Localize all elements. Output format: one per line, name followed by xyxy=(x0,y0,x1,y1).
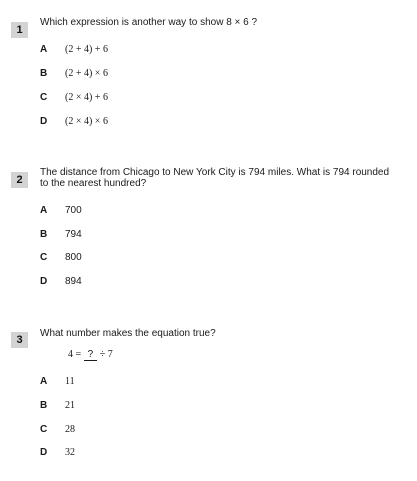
option-text: 800 xyxy=(65,252,82,263)
option-letter: B xyxy=(40,229,48,240)
option-letter: C xyxy=(40,92,48,103)
option-letter: B xyxy=(40,68,48,79)
option-letter: A xyxy=(40,205,48,216)
option-text: 700 xyxy=(65,205,82,216)
question-number: 3 xyxy=(11,332,28,348)
question-number: 2 xyxy=(11,172,28,188)
option-text: (2 × 4) × 6 xyxy=(65,116,108,127)
equation-blank[interactable]: ? xyxy=(84,349,98,361)
question-text: The distance from Chicago to New York City is 794 miles. What is 794 rounded to the nearest hundred? xyxy=(40,167,390,189)
question-text: What number makes the equation true? xyxy=(40,328,216,339)
option-letter: C xyxy=(40,252,48,263)
question-text: Which expression is another way to show 8 × 6 ? xyxy=(40,17,258,28)
option-text: 794 xyxy=(65,229,82,240)
option-text: 32 xyxy=(65,447,75,458)
option-text: 894 xyxy=(65,276,82,287)
option-text: (2 + 4) + 6 xyxy=(65,44,108,55)
option-letter: D xyxy=(40,116,48,127)
option-text: 21 xyxy=(65,400,75,411)
option-text: (2 × 4) + 6 xyxy=(65,92,108,103)
question-number: 1 xyxy=(11,22,28,38)
option-letter: A xyxy=(40,44,48,55)
option-text: 28 xyxy=(65,424,75,435)
option-letter: B xyxy=(40,400,48,411)
option-text: (2 + 4) × 6 xyxy=(65,68,108,79)
equation-left: 4 = xyxy=(68,349,82,360)
option-letter: D xyxy=(40,276,48,287)
option-letter: D xyxy=(40,447,48,458)
option-letter: A xyxy=(40,376,48,387)
option-text: 11 xyxy=(65,376,75,387)
option-letter: C xyxy=(40,424,48,435)
equation-right: ÷ 7 xyxy=(99,349,113,360)
equation xyxy=(68,348,113,362)
